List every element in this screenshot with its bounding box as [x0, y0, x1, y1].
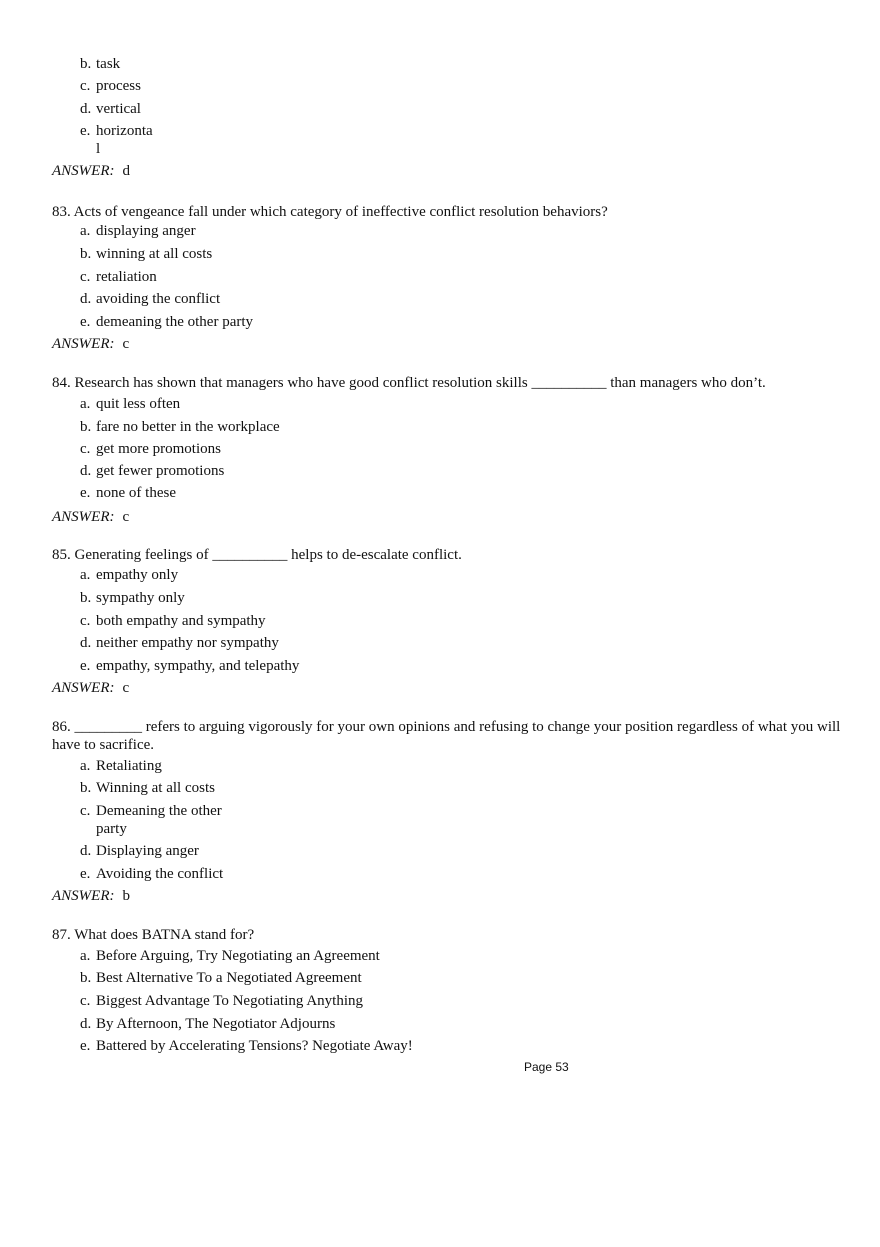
option-86-c: [80, 802, 246, 838]
option-text: demeaning the other party: [96, 314, 254, 330]
option-text: get more promotions: [96, 441, 221, 457]
option-86-a: [80, 757, 162, 775]
question-83: 83. Acts of vengeance fall under which category of ineffective conflict resolution behaviors?: [52, 204, 608, 220]
option-text: Demeaning the other party: [96, 803, 222, 837]
question-86: 86. _________ refers to arguing vigorously for your own opinions and refusing to change your position regardless of what you will have to sacrifice.: [52, 719, 841, 753]
answer-86: [52, 887, 130, 905]
option-82-c: [80, 77, 141, 95]
option-letter: b.: [80, 780, 92, 796]
option-83-b: [80, 245, 212, 263]
answer-value: c: [122, 680, 130, 696]
question-85: 85. Generating feelings of __________ helps to de-escalate conflict.: [52, 547, 462, 563]
option-letter: b.: [80, 590, 92, 606]
answer-84: [52, 508, 129, 526]
question-84: 84. Research has shown that managers who have good conflict resolution skills __________ than managers who don’t.: [52, 375, 766, 391]
option-letter: c.: [80, 803, 91, 819]
option-text: vertical: [96, 101, 141, 117]
option-letter: d.: [80, 635, 92, 651]
option-letter: a.: [80, 758, 91, 774]
option-87-a: [80, 947, 380, 965]
answer-value: c: [122, 336, 130, 352]
option-85-c: [80, 612, 266, 630]
option-85-d: [80, 634, 279, 652]
option-letter: c.: [80, 993, 91, 1009]
option-82-e: [80, 122, 158, 158]
option-text: empathy, sympathy, and telepathy: [96, 658, 300, 674]
option-87-d: [80, 1015, 335, 1033]
option-letter: c.: [80, 613, 91, 629]
option-86-d: [80, 842, 199, 860]
option-text: get fewer promotions: [96, 463, 225, 479]
answer-value: c: [122, 509, 130, 525]
option-text: Before Arguing, Try Negotiating an Agreement: [96, 948, 380, 964]
option-text: retaliation: [96, 269, 157, 285]
option-84-c: [80, 440, 221, 458]
option-text: process: [96, 78, 141, 94]
option-letter: c.: [80, 441, 91, 457]
option-text: fare no better in the workplace: [96, 419, 280, 435]
option-text: neither empathy nor sympathy: [96, 635, 279, 651]
page-number: Page 53: [524, 1060, 569, 1074]
option-letter: a.: [80, 567, 91, 583]
answer-value: d: [122, 163, 130, 179]
answer-label: ANSWER:: [52, 336, 115, 352]
answer-value: b: [122, 888, 130, 904]
option-text: Best Alternative To a Negotiated Agreement: [96, 970, 362, 986]
option-letter: d.: [80, 291, 92, 307]
option-text: winning at all costs: [96, 246, 213, 262]
answer-85: [52, 679, 129, 697]
option-84-d: [80, 462, 224, 480]
option-text: avoiding the conflict: [96, 291, 221, 307]
option-87-c: [80, 992, 363, 1010]
option-text: task: [96, 56, 121, 72]
answer-82: [52, 162, 130, 180]
option-text: Displaying anger: [96, 843, 199, 859]
option-87-b: [80, 969, 362, 987]
answer-label: ANSWER:: [52, 509, 115, 525]
answer-83: [52, 335, 129, 353]
option-letter: d.: [80, 843, 92, 859]
option-text: none of these: [96, 485, 176, 501]
option-83-e: [80, 313, 253, 331]
option-text: quit less often: [96, 396, 181, 412]
option-text: Biggest Advantage To Negotiating Anything: [96, 993, 363, 1009]
option-text: By Afternoon, The Negotiator Adjourns: [96, 1016, 336, 1032]
question-87: 87. What does BATNA stand for?: [52, 927, 255, 943]
option-86-b: [80, 779, 215, 797]
option-text: Avoiding the conflict: [96, 866, 224, 882]
option-85-b: [80, 589, 185, 607]
answer-label: ANSWER:: [52, 163, 115, 179]
option-text: empathy only: [96, 567, 179, 583]
option-83-a: [80, 222, 196, 240]
option-text: Winning at all costs: [96, 780, 215, 796]
option-text: displaying anger: [96, 223, 196, 239]
option-letter: e.: [80, 485, 91, 501]
option-84-a: [80, 395, 180, 413]
option-85-e: [80, 657, 299, 675]
option-84-b: [80, 418, 280, 436]
option-letter: e.: [80, 123, 91, 139]
option-82-d: [80, 100, 141, 118]
option-letter: b.: [80, 970, 92, 986]
option-letter: b.: [80, 419, 92, 435]
option-letter: a.: [80, 948, 91, 964]
option-letter: e.: [80, 866, 91, 882]
option-letter: e.: [80, 1038, 91, 1054]
option-text: Retaliating: [96, 758, 162, 774]
option-84-e: [80, 484, 176, 502]
option-letter: c.: [80, 269, 91, 285]
answer-label: ANSWER:: [52, 680, 115, 696]
option-letter: b.: [80, 246, 92, 262]
option-letter: b.: [80, 56, 92, 72]
option-text: sympathy only: [96, 590, 185, 606]
option-82-b: [80, 55, 120, 73]
option-letter: a.: [80, 223, 91, 239]
option-83-c: [80, 268, 157, 286]
answer-label: ANSWER:: [52, 888, 115, 904]
option-letter: e.: [80, 314, 91, 330]
option-text: both empathy and sympathy: [96, 613, 266, 629]
option-letter: e.: [80, 658, 91, 674]
option-text: horizonta l: [96, 123, 153, 157]
option-83-d: [80, 290, 220, 308]
option-86-e: [80, 865, 223, 883]
option-87-e: [80, 1037, 413, 1055]
option-85-a: [80, 566, 178, 584]
option-letter: d.: [80, 463, 92, 479]
option-letter: c.: [80, 78, 91, 94]
option-letter: a.: [80, 396, 91, 412]
option-letter: d.: [80, 1016, 92, 1032]
option-letter: d.: [80, 101, 92, 117]
option-text: Battered by Accelerating Tensions? Negotiate Away!: [96, 1038, 413, 1054]
